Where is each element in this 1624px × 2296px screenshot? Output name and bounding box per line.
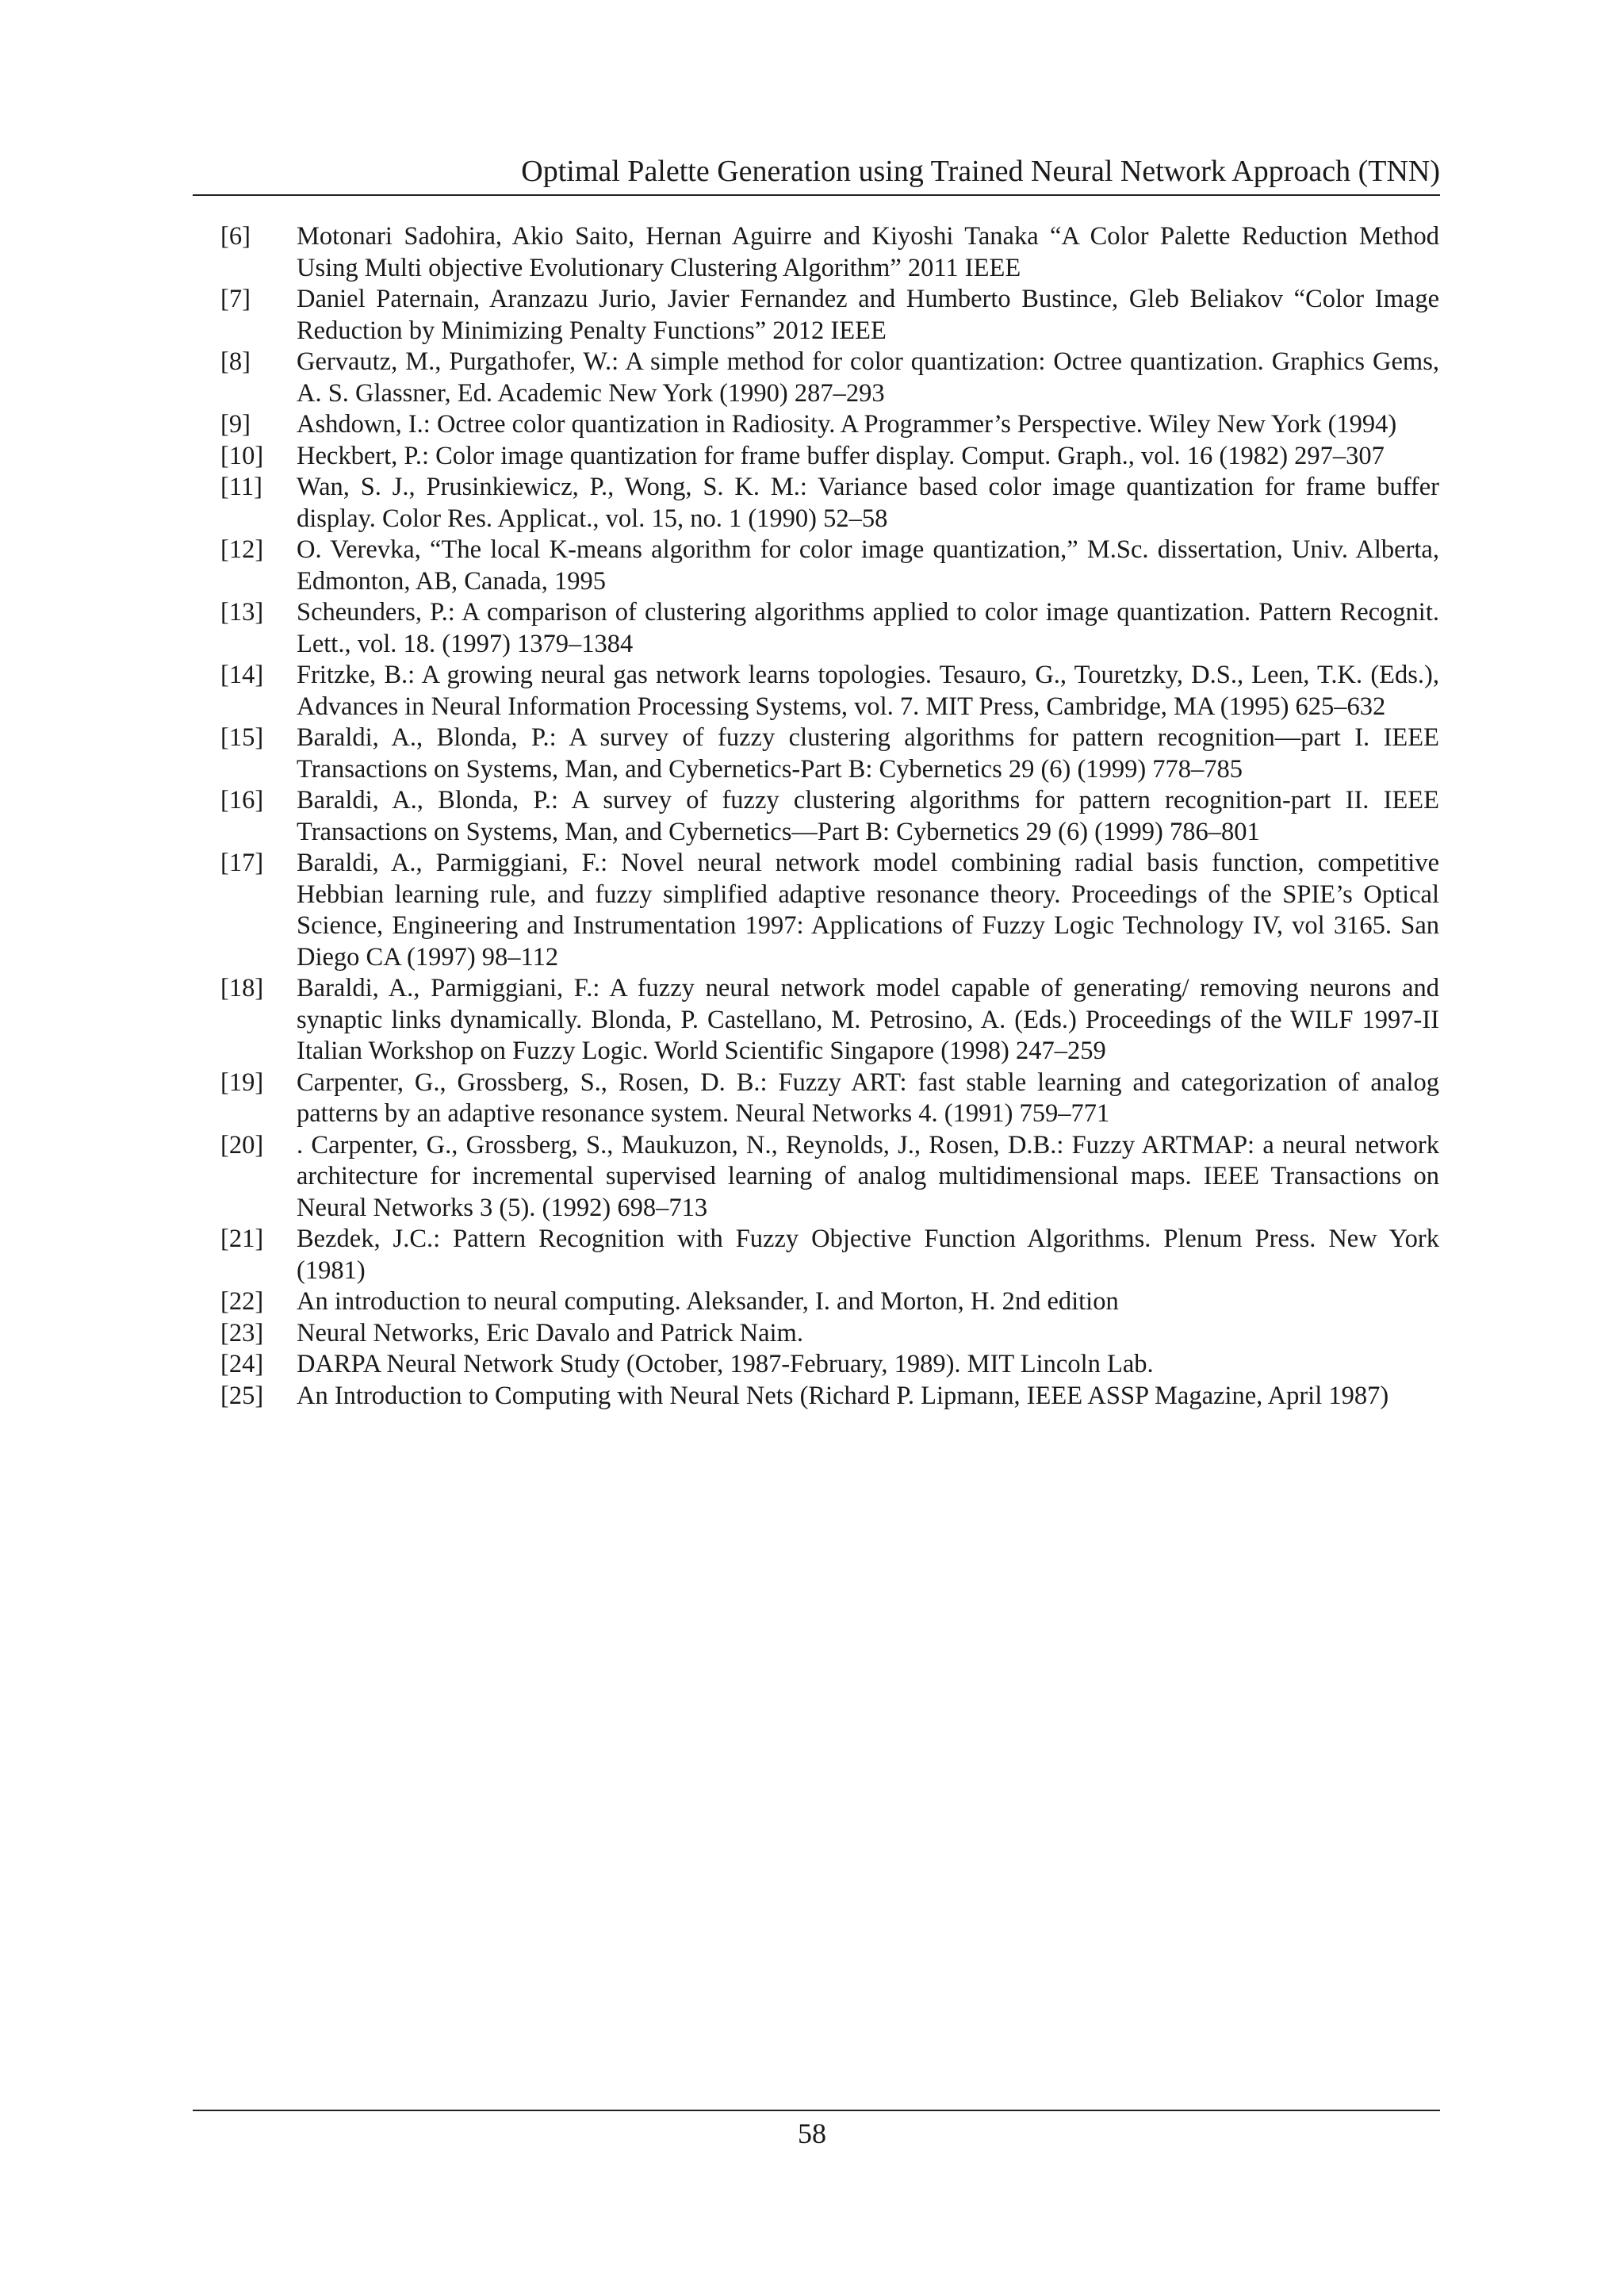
reference-number: [8] bbox=[220, 347, 251, 376]
reference-item bbox=[220, 347, 1439, 409]
reference-number: [6] bbox=[220, 222, 251, 251]
running-header: Optimal Palette Generation using Trained Neural Network Approach (TNN) bbox=[521, 155, 1440, 188]
reference-text: Fritzke, B.: A growing neural gas network learns topologies. Tesauro, G., Touretzky, D.S., Leen, T.K. (Eds.), Advances in Neural Information Processing Systems, vol. 7. MIT Press, Cambridge, MA (1995) 625–632 bbox=[297, 661, 1439, 721]
reference-text: Heckbert, P.: Color image quantization for frame buffer display. Comput. Graph., vol. 16 (1982) 297–307 bbox=[297, 441, 1385, 470]
reference-item bbox=[220, 1224, 1439, 1286]
reference-text: . Carpenter, G., Grossberg, S., Maukuzon, N., Reynolds, J., Rosen, D.B.: Fuzzy ARTMAP: a neural network architecture for incremental supervised learning of analog multidimensional maps. IEEE Transactions on Neural Networks 3 (5). (1992) 698–713 bbox=[297, 1130, 1439, 1222]
reference-item bbox=[220, 1381, 1439, 1412]
reference-number: [18] bbox=[220, 974, 264, 1002]
reference-item bbox=[220, 597, 1439, 660]
reference-number: [22] bbox=[220, 1287, 264, 1316]
reference-text: Daniel Paternain, Aranzazu Jurio, Javier Fernandez and Humberto Bustince, Gleb Beliakov “Color Image Reduction by Minimizing Penalty Functions” 2012 IEEE bbox=[297, 285, 1439, 345]
reference-number: [17] bbox=[220, 849, 264, 877]
reference-number: [12] bbox=[220, 535, 264, 564]
page-number: 58 bbox=[798, 2118, 826, 2149]
reference-number: [16] bbox=[220, 786, 264, 815]
reference-item bbox=[220, 1349, 1439, 1381]
reference-item bbox=[220, 723, 1439, 785]
reference-number: [9] bbox=[220, 410, 251, 439]
reference-item bbox=[220, 785, 1439, 848]
reference-item bbox=[220, 1318, 1439, 1350]
reference-item bbox=[220, 535, 1439, 597]
header-rule bbox=[193, 194, 1440, 196]
reference-text: Wan, S. J., Prusinkiewicz, P., Wong, S. K. M.: Variance based color image quantization for frame buffer display. Color Res. Applicat., vol. 15, no. 1 (1990) 52–58 bbox=[297, 473, 1439, 533]
reference-item bbox=[220, 848, 1439, 973]
reference-number: [10] bbox=[220, 441, 264, 470]
reference-number: [7] bbox=[220, 285, 251, 313]
reference-number: [14] bbox=[220, 661, 264, 689]
reference-text: DARPA Neural Network Study (October, 1987-February, 1989). MIT Lincoln Lab. bbox=[297, 1350, 1154, 1378]
reference-text: Scheunders, P.: A comparison of clustering algorithms applied to color image quantization. Pattern Recognit. Lett., vol. 18. (1997) 1379–1384 bbox=[297, 598, 1439, 658]
reference-text: Baraldi, A., Parmiggiani, F.: Novel neural network model combining radial basis function, competitive Hebbian learning rule, and fuzzy simplified adaptive resonance theory. Proceedings of the SPIE’s Optical Science, Engineering and Instrumentation 1997: Applications of Fuzzy Logic Technology IV, vol 3165. San Diego CA (1997) 98–112 bbox=[297, 849, 1439, 972]
reference-item bbox=[220, 973, 1439, 1068]
reference-item bbox=[220, 409, 1439, 441]
reference-item bbox=[220, 660, 1439, 723]
reference-text: Carpenter, G., Grossberg, S., Rosen, D. B.: Fuzzy ART: fast stable learning and categorization of analog patterns by an adaptive resonance system. Neural Networks 4. (1991) 759–771 bbox=[297, 1068, 1439, 1128]
reference-text: Baraldi, A., Blonda, P.: A survey of fuzzy clustering algorithms for pattern recognition-part II. IEEE Transactions on Systems, Man, and Cybernetics—Part B: Cybernetics 29 (6) (1999) 786–801 bbox=[297, 786, 1439, 846]
reference-number: [25] bbox=[220, 1381, 264, 1410]
reference-item bbox=[220, 441, 1439, 473]
reference-number: [13] bbox=[220, 598, 264, 627]
reference-text: Baraldi, A., Blonda, P.: A survey of fuzzy clustering algorithms for pattern recognition—part I. IEEE Transactions on Systems, Man, and Cybernetics-Part B: Cybernetics 29 (6) (1999) 778–785 bbox=[297, 723, 1439, 784]
reference-text: Ashdown, I.: Octree color quantization in Radiosity. A Programmer’s Perspective. Wiley New York (1994) bbox=[297, 410, 1397, 439]
reference-number: [15] bbox=[220, 723, 264, 752]
reference-text: Gervautz, M., Purgathofer, W.: A simple method for color quantization: Octree quantization. Graphics Gems, A. S. Glassner, Ed. Academic New York (1990) 287–293 bbox=[297, 347, 1439, 408]
reference-item bbox=[220, 1068, 1439, 1130]
reference-number: [23] bbox=[220, 1318, 264, 1347]
reference-text: Bezdek, J.C.: Pattern Recognition with Fuzzy Objective Function Algorithms. Plenum Press. New York (1981) bbox=[297, 1225, 1439, 1285]
reference-text: An Introduction to Computing with Neural Nets (Richard P. Lipmann, IEEE ASSP Magazine, April 1987) bbox=[297, 1381, 1389, 1410]
reference-number: [19] bbox=[220, 1068, 264, 1097]
reference-text: Motonari Sadohira, Akio Saito, Hernan Aguirre and Kiyoshi Tanaka “A Color Palette Reduction Method Using Multi objective Evolutionary Clustering Algorithm” 2011 IEEE bbox=[297, 222, 1439, 282]
reference-text: Neural Networks, Eric Davalo and Patrick Naim. bbox=[297, 1318, 803, 1347]
reference-item bbox=[220, 1286, 1439, 1318]
reference-item bbox=[220, 284, 1439, 347]
reference-text: O. Verevka, “The local K-means algorithm for color image quantization,” M.Sc. dissertation, Univ. Alberta, Edmonton, AB, Canada, 1995 bbox=[297, 535, 1439, 596]
reference-number: [21] bbox=[220, 1225, 264, 1253]
reference-item bbox=[220, 221, 1439, 284]
reference-number: [24] bbox=[220, 1350, 264, 1378]
footer-rule bbox=[193, 2110, 1440, 2111]
reference-item bbox=[220, 472, 1439, 535]
reference-number: [20] bbox=[220, 1130, 264, 1159]
reference-list bbox=[220, 221, 1439, 1412]
reference-number: [11] bbox=[220, 473, 262, 501]
reference-item bbox=[220, 1130, 1439, 1225]
reference-text: Baraldi, A., Parmiggiani, F.: A fuzzy neural network model capable of generating/ removing neurons and synaptic links dynamically. Blonda, P. Castellano, M. Petrosino, A. (Eds.) Proceedings of the WILF 1997-II Italian Workshop on Fuzzy Logic. World Scientific Singapore (1998) 247–259 bbox=[297, 974, 1439, 1065]
reference-text: An introduction to neural computing. Aleksander, I. and Morton, H. 2nd edition bbox=[297, 1287, 1119, 1316]
